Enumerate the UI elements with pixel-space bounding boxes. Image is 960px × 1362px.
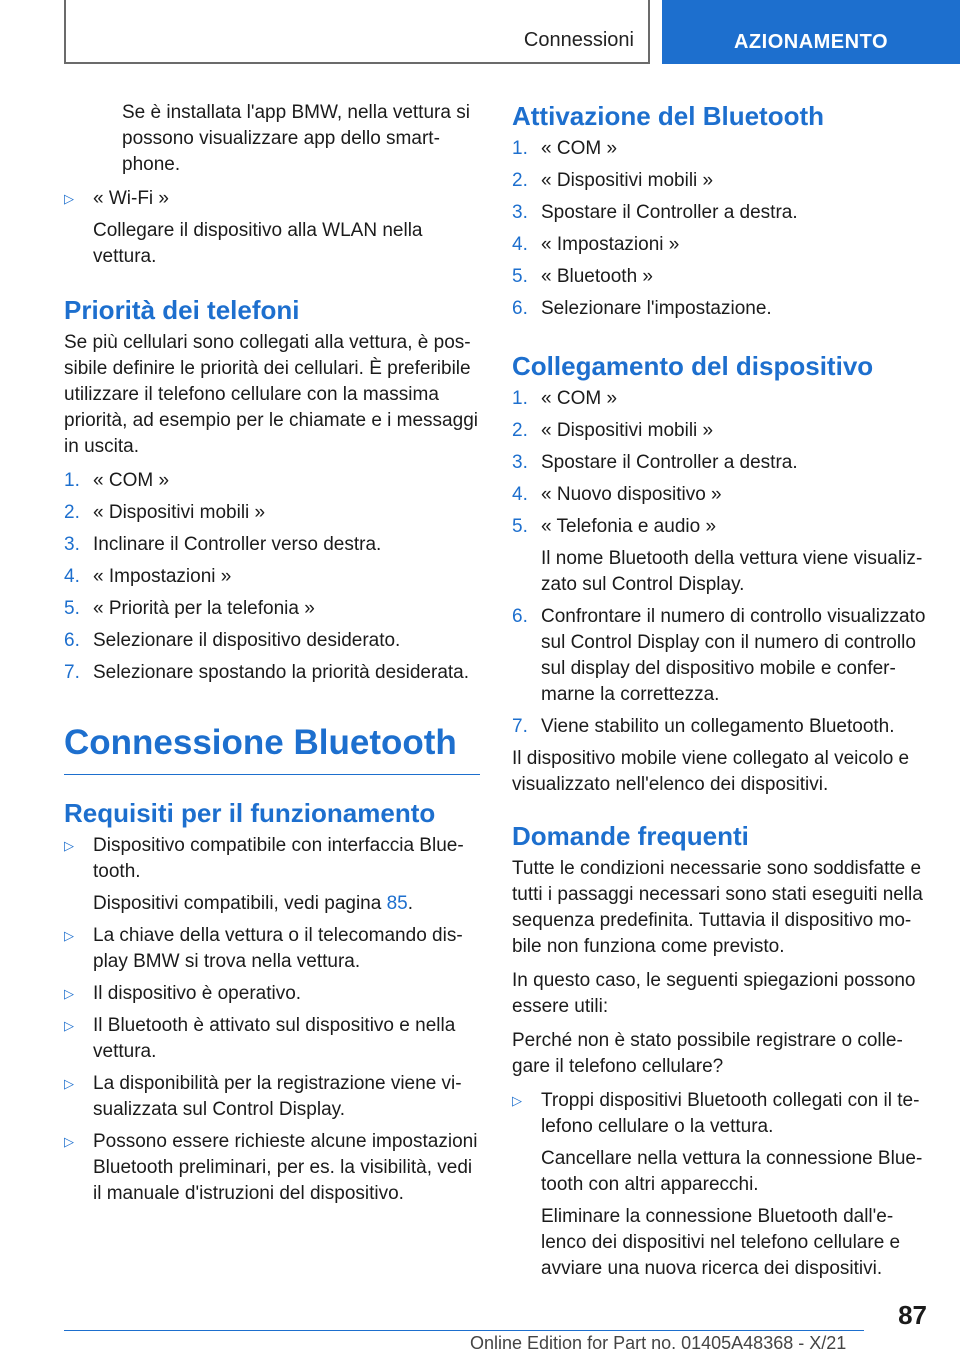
- bullet-triangle-icon: ▷: [512, 1093, 522, 1108]
- step-number: 4.: [512, 484, 528, 505]
- right-column: [512, 100, 926, 1288]
- step-number: 2.: [64, 502, 80, 523]
- step-text: Viene stabilito un collegamento Bluetooth.: [541, 716, 895, 737]
- priority-intro: Se più cellulari sono collegati alla vettura, è possibile definire le priorità dei cellulari. È preferibile utilizzare il telefono cellulare con la massima priorità, ad esempio per le chiamate e i messaggi in uscita.: [64, 332, 478, 457]
- step-text: « Bluetooth »: [541, 266, 653, 287]
- step-number: 1.: [512, 138, 528, 159]
- step-number: 2.: [512, 420, 528, 441]
- step-number: 4.: [512, 234, 528, 255]
- faq-bullet-text: Troppi dispositivi Bluetooth collegati con il telefono cellulare o la vettura.: [541, 1090, 920, 1137]
- step-number: 7.: [512, 716, 528, 737]
- list-item: [64, 923, 480, 975]
- requirement-text: Il dispositivo è operativo.: [93, 983, 302, 1004]
- priority-heading: Priorità dei telefoni: [64, 295, 300, 325]
- list-item: [64, 1129, 480, 1207]
- faq-question: Perché non è stato possibile registrare o collegare il telefono cellulare?: [512, 1030, 903, 1077]
- list-item: [512, 136, 926, 162]
- list-item: [64, 564, 480, 590]
- requirement-note: [93, 891, 480, 917]
- step-number: 6.: [512, 298, 528, 319]
- step-text: « Nuovo dispositivo »: [541, 484, 722, 505]
- step-text: « Dispositivi mobili »: [541, 420, 714, 441]
- step-text: Spostare il Controller a destra.: [541, 452, 798, 473]
- bullet-triangle-icon: ▷: [64, 838, 74, 853]
- list-item: [512, 386, 926, 412]
- list-item: [512, 200, 926, 226]
- connect-steps: [512, 386, 926, 740]
- bullet-triangle-icon: ▷: [64, 928, 74, 943]
- requirement-text: Il Bluetooth è attivato sul dispositivo e nella vettura.: [93, 1015, 456, 1062]
- list-item: [64, 468, 480, 494]
- activation-heading: Attivazione del Bluetooth: [512, 101, 824, 131]
- step-text: « Telefonia e audio »: [541, 516, 717, 537]
- continued-block: [64, 100, 480, 178]
- step-number: 3.: [64, 534, 80, 555]
- header-section-label: Connessioni: [523, 29, 634, 51]
- step-text: Confrontare il numero di controllo visualizzato sul Control Display con il numero di controllo sul display del dispositivo mobile e confermarne la correttezza.: [541, 606, 926, 705]
- wifi-label: « Wi-Fi »: [93, 188, 169, 209]
- list-item: [512, 1088, 926, 1282]
- step-text: « COM »: [541, 138, 618, 159]
- step-number: 2.: [512, 170, 528, 191]
- note-text: Dispositivi compatibili, vedi pagina: [93, 893, 387, 914]
- step-text: Inclinare il Controller verso destra.: [93, 534, 382, 555]
- list-item: [512, 296, 926, 322]
- list-item: [512, 418, 926, 444]
- priority-steps: [64, 468, 480, 686]
- step-number: 5.: [512, 516, 528, 537]
- step-text: « COM »: [541, 388, 618, 409]
- requirement-text: La disponibilità per la registrazione viene visualizzata sul Control Display.: [93, 1073, 462, 1120]
- step-text: Spostare il Controller a destra.: [541, 202, 798, 223]
- step-text: « Dispositivi mobili »: [93, 502, 266, 523]
- list-item: [512, 264, 926, 290]
- step-number: 7.: [64, 662, 80, 683]
- list-item: [64, 532, 480, 558]
- requirement-text: Dispositivo compatibile con interfaccia Bluetooth.: [93, 835, 464, 882]
- activation-steps: [512, 136, 926, 322]
- step-text: « Impostazioni »: [541, 234, 680, 255]
- connect-heading: Collegamento del dispositivo: [512, 351, 874, 381]
- page-number: 87: [898, 1300, 927, 1330]
- bullet-triangle-icon: ▷: [64, 1018, 74, 1033]
- step-number: 6.: [64, 630, 80, 651]
- step-note: Il nome Bluetooth della vettura viene visualizzato sul Control Display.: [541, 548, 923, 595]
- list-item: [64, 1013, 480, 1065]
- requirement-text: Possono essere richieste alcune impostazioni Bluetooth preliminari, per es. la visibilità, vedi il manuale d'istruzioni del dispositivo.: [93, 1131, 478, 1204]
- faq-paragraph: In questo caso, le seguenti spiegazioni possono essere utili:: [512, 970, 916, 1017]
- bullet-triangle-icon: ▷: [64, 1076, 74, 1091]
- list-item: [64, 500, 480, 526]
- list-item: [64, 660, 480, 686]
- list-item: [64, 981, 480, 1007]
- faq-bullet-note: Eliminare la connessione Bluetooth dall'elenco dei dispositivi nel telefono cellulare e avviare una nuova ricerca dei dispositivi.: [541, 1206, 901, 1279]
- footer-divider: [64, 1330, 864, 1331]
- bullet-triangle-icon: ▷: [64, 1134, 74, 1149]
- wifi-text: Collegare il dispositivo alla WLAN nella vettura.: [93, 220, 423, 267]
- list-item: [512, 450, 926, 476]
- faq-paragraph: Tutte le condizioni necessarie sono soddisfatte e tutti i passaggi necessari sono stati eseguiti nella sequenza predefinita. Tuttavia il dispositivo mobile non funziona come previsto.: [512, 858, 923, 957]
- faq-bullet-note: Cancellare nella vettura la connessione Bluetooth con altri apparecchi.: [541, 1148, 923, 1195]
- step-number: 1.: [512, 388, 528, 409]
- list-item: [512, 482, 926, 508]
- list-item: [64, 833, 480, 917]
- list-item: [512, 604, 926, 708]
- step-number: 3.: [512, 202, 528, 223]
- list-item: [512, 168, 926, 194]
- faq-heading: Domande frequenti: [512, 821, 749, 851]
- step-text: « COM »: [93, 470, 170, 491]
- list-item: [512, 514, 926, 598]
- note-suffix: .: [407, 893, 414, 914]
- bluetooth-heading: Connessione Bluetooth: [64, 722, 480, 775]
- header-section-tab: [64, 0, 650, 64]
- list-item: [64, 186, 480, 270]
- header-chapter-tab: [662, 0, 960, 64]
- step-number: 6.: [512, 606, 528, 627]
- step-text: « Priorità per la telefonia »: [93, 598, 315, 619]
- left-column: [64, 100, 480, 1213]
- list-item: [64, 628, 480, 654]
- requirements-heading: Requisiti per il funzionamento: [64, 798, 436, 828]
- requirement-text: La chiave della vettura o il telecomando display BMW si trova nella vettura.: [93, 925, 463, 972]
- list-item: [64, 596, 480, 622]
- continued-text: Se è installata l'app BMW, nella vettura si possono visualizzare app dello smartphone.: [122, 102, 470, 175]
- bullet-triangle-icon: ▷: [64, 191, 74, 206]
- step-text: Selezionare il dispositivo desiderato.: [93, 630, 401, 651]
- connect-outro: Il dispositivo mobile viene collegato al veicolo e visualizzato nell'elenco dei dispositivi.: [512, 748, 910, 795]
- step-number: 3.: [512, 452, 528, 473]
- step-number: 1.: [64, 470, 80, 491]
- step-text: Selezionare l'impostazione.: [541, 298, 772, 319]
- footer-edition: Online Edition for Part no. 01405A48368 - X/21: [470, 1333, 847, 1353]
- header-chapter-label: AZIONAMENTO: [733, 31, 888, 53]
- requirements-list: [64, 833, 480, 1207]
- step-number: 5.: [64, 598, 80, 619]
- list-item: [512, 232, 926, 258]
- step-text: « Dispositivi mobili »: [541, 170, 714, 191]
- list-item: [512, 714, 926, 740]
- page-link[interactable]: 85: [386, 893, 408, 914]
- step-text: « Impostazioni »: [93, 566, 232, 587]
- bullet-triangle-icon: ▷: [64, 986, 74, 1001]
- list-item: [64, 1071, 480, 1123]
- step-text: Selezionare spostando la priorità desiderata.: [93, 662, 470, 683]
- step-number: 4.: [64, 566, 80, 587]
- step-number: 5.: [512, 266, 528, 287]
